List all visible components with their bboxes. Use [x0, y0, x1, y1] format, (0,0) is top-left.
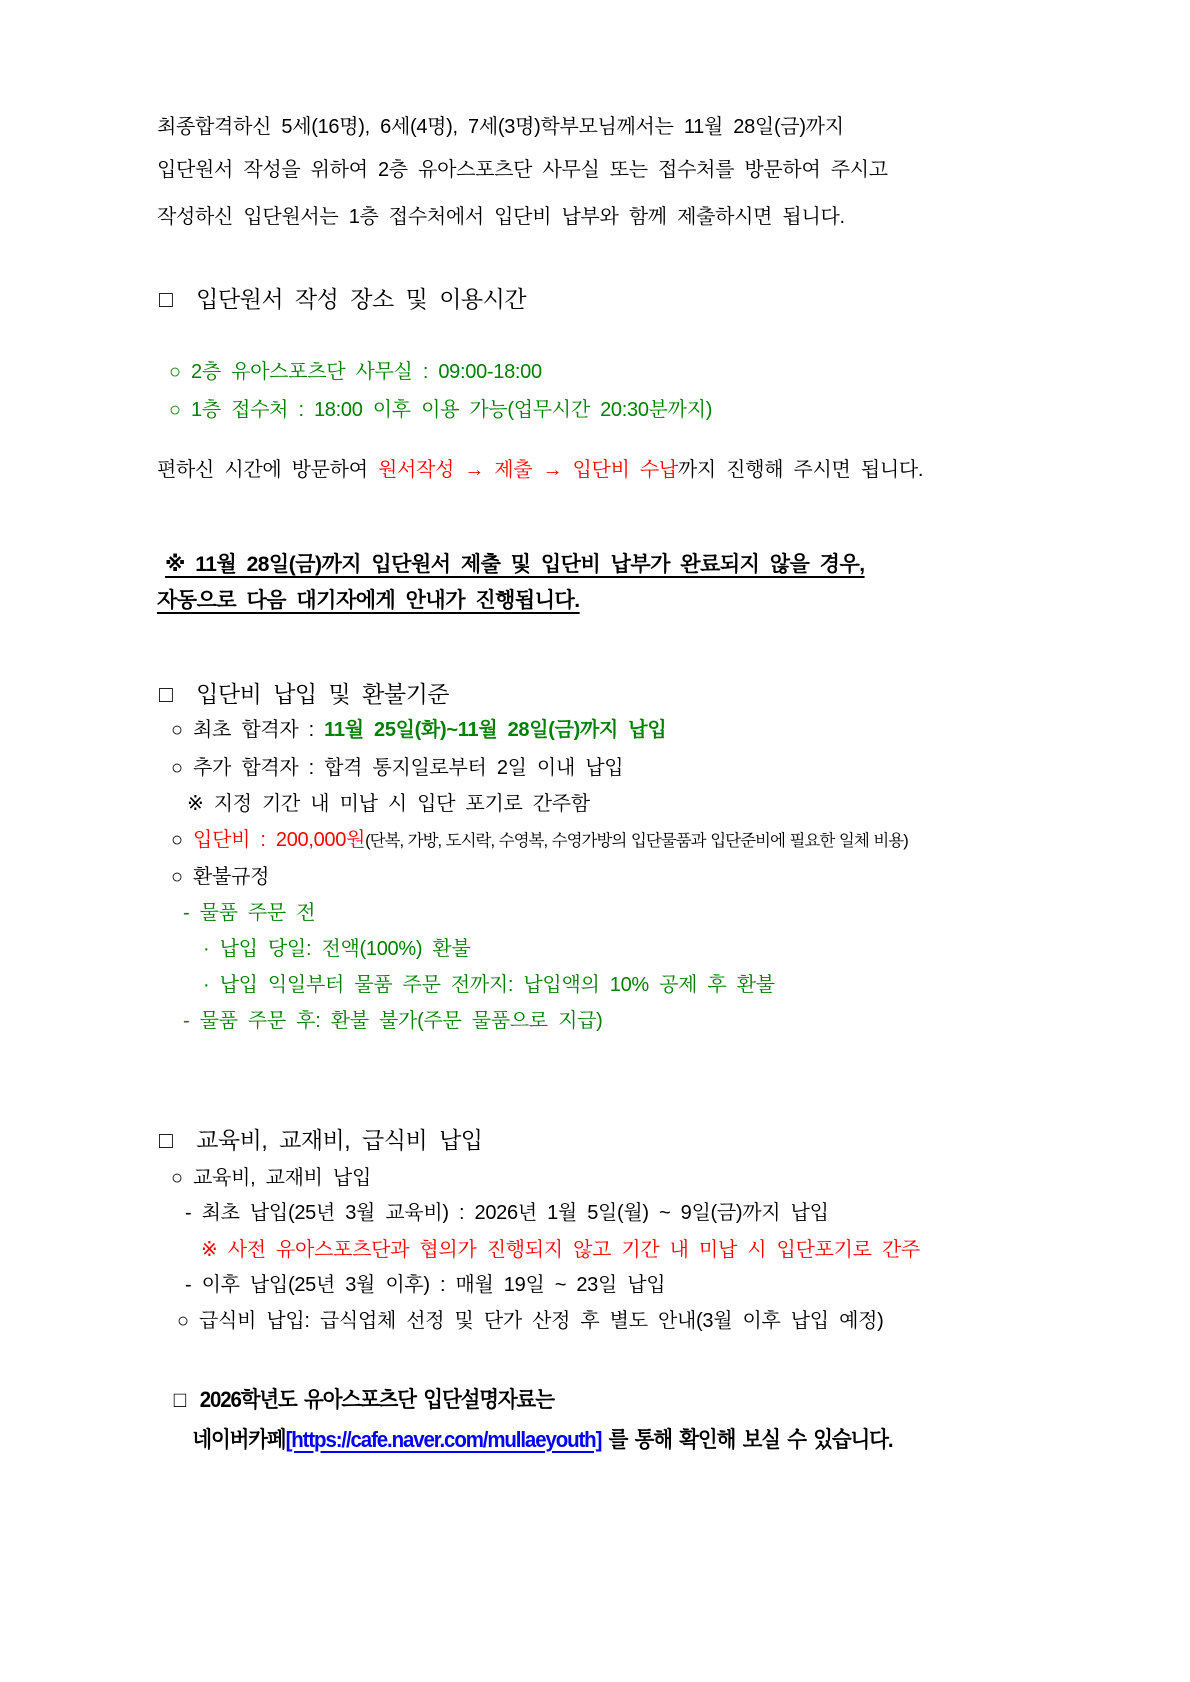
refund-rule-before-order: - 물품 주문 전 — [183, 902, 316, 924]
deadline-warning-line-2: 자동으로 다음 대기자에게 안내가 진행됩니다. — [157, 589, 580, 612]
reception-hours-item: ○ 1층 접수처 : 18:00 이후 이용 가능(업무시간 20:30분까지) — [169, 399, 713, 421]
visit-note-suffix: 까지 진행해 주시면 됩니다. — [677, 459, 924, 481]
intro-line-1: 최종합격하신 5세(16명), 6세(4명), 7세(3명)학부모님께서는 11월 28일(금)까지 — [157, 116, 844, 138]
first-pass-payment-item — [157, 718, 1070, 742]
info-link-line — [157, 1426, 1006, 1453]
visit-note-prefix: 편하신 시간에 방문하여 — [157, 459, 378, 481]
naver-cafe-link[interactable]: [https://cafe.naver.com/mullaeyouth] — [285, 1427, 602, 1452]
section-title-tuition: □ 교육비, 교재비, 급식비 납입 — [159, 1127, 483, 1153]
additional-pass-payment-item: ○ 추가 합격자 : 합격 통지일로부터 2일 이내 납입 — [171, 757, 624, 779]
meal-fee-payment-item: ○ 급식비 납입: 급식업체 선정 및 단가 산정 후 별도 안내(3월 이후 납입 예정) — [177, 1310, 884, 1332]
info-link-suffix: 를 통해 확인해 보실 수 있습니다. — [601, 1427, 893, 1452]
admission-fee-bullet: ○ — [171, 829, 194, 851]
deadline-warning-line-1: ※ 11월 28일(금)까지 입단원서 제출 및 입단비 납부가 완료되지 않을 경우, — [165, 553, 865, 576]
admission-fee-amount-highlight: 입단비 : 200,000원 — [193, 829, 366, 851]
first-pass-deadline-highlight: 11월 25일(화)~11월 28일(금)까지 납입 — [324, 719, 667, 741]
refund-rule-next-day: · 납입 익일부터 물품 주문 전까지: 납입액의 10% 공제 후 환불 — [203, 974, 775, 996]
section-title-application-place: □ 입단원서 작성 장소 및 이용시간 — [159, 286, 527, 312]
tuition-first-payment-item: - 최초 납입(25년 3월 교육비) : 2026년 1월 5일(월) ~ 9일(금)까지 납입 — [185, 1202, 829, 1224]
visit-note-process-highlight: 원서작성 → 제출 → 입단비 수납 — [377, 459, 678, 481]
tuition-later-payment-item: - 이후 납입(25년 3월 이후) : 매월 19일 ~ 23일 납입 — [185, 1274, 666, 1296]
admission-fee-item — [157, 828, 1070, 853]
first-pass-label: ○ 최초 합격자 : — [171, 719, 325, 741]
forfeit-note: ※ 지정 기간 내 미납 시 입단 포기로 간주함 — [187, 793, 590, 815]
refund-rule-after-order: - 물품 주문 후: 환불 불가(주문 물품으로 지급) — [183, 1010, 603, 1032]
refund-rule-same-day: · 납입 당일: 전액(100%) 환불 — [203, 938, 471, 960]
refund-policy-title: ○ 환불규정 — [171, 866, 270, 888]
naver-cafe-label: 네이버카페 — [192, 1427, 286, 1452]
office-hours-item: ○ 2층 유아스포츠단 사무실 : 09:00-18:00 — [169, 361, 542, 383]
section-title-fee-refund: □ 입단비 납입 및 환불기준 — [159, 681, 450, 707]
admission-fee-detail: (단복, 가방, 도시락, 수영복, 수영가방의 입단물품과 입단준비에 필요한 일체 비용) — [365, 832, 908, 850]
intro-line-2: 입단원서 작성을 위하여 2층 유아스포츠단 사무실 또는 접수처를 방문하여 주시고 — [157, 159, 888, 181]
info-materials-title: □ 2026학년도 유아스포츠단 입단설명자료는 — [173, 1387, 554, 1412]
tuition-subtitle: ○ 교육비, 교재비 납입 — [171, 1167, 371, 1189]
tuition-forfeit-warning: ※ 사전 유아스포츠단과 협의가 진행되지 않고 기간 내 미납 시 입단포기로 간주 — [201, 1239, 920, 1261]
visit-note — [157, 458, 1070, 482]
intro-line-3: 작성하신 입단원서는 1층 접수처에서 입단비 납부와 함께 제출하시면 됩니다. — [157, 206, 845, 228]
